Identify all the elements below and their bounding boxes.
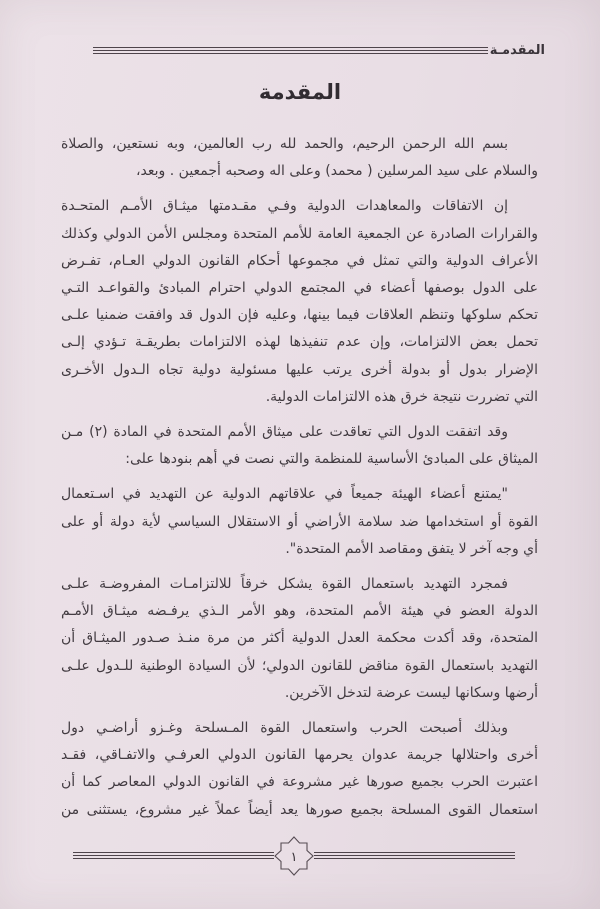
body-text <box>61 131 538 824</box>
text-line: فمجرد التهديد باستعمال القوة يشكل خرقاً للالتزامـات المفروضـة علـى <box>61 576 508 593</box>
page-number: ١ <box>290 850 298 865</box>
paragraph-charter <box>61 419 538 473</box>
text-line: على الدول بوصفها أعضاء في المجتمع الدولي احترام المبادئ والقواعـد التـي <box>61 280 538 297</box>
text-line: وقد اتفقت الدول التي تعاقدت على ميثاق الأمم المتحدة في المادة (٢) مـن <box>61 424 508 441</box>
text-line: تحكم سلوكها وتنظم العلاقات فيما بينها، وعليه فإن الدول قد وافقت ضمنيا علـى <box>61 307 538 324</box>
octagram-star-icon <box>272 832 316 880</box>
page-title: المقدمة <box>258 80 342 104</box>
text-line: التهديد باستعمال القوة مناقض للقانون الدولي؛ لأن السيادة الوطنية للـدول علـى <box>61 657 538 674</box>
paragraph-threat <box>61 571 538 707</box>
paragraph-war-illegal <box>61 715 538 824</box>
text-line: أرضها وسكانها ليست عرضة لتدخل الآخرين. <box>284 684 538 701</box>
text-line: "يمتنع أعضاء الهيئة جميعاً في علاقاتهم الدولية عن التهديد في اسـتعمال <box>61 486 508 503</box>
header-rule-line <box>93 47 488 54</box>
paragraph-intro <box>61 193 538 411</box>
page-number-star <box>272 832 316 880</box>
text-line: المتحدة، وقد أكدت محكمة العدل الدولية أكثر من مرة منـذ صـدور الميثـاق أن <box>61 630 538 647</box>
text-line: القوة أو استخدامها ضد سلامة الأراضي أو الاستقلال السياسي لأية دولة أو على <box>61 513 538 530</box>
paragraph-basmala <box>61 131 538 185</box>
text-line: وبذلك أصبحت الحرب واستعمال القوة المـسلحة وغـزو أراضـي دول <box>61 720 508 737</box>
footer <box>73 831 515 879</box>
text-line: التي تضررت نتيجة خرق هذه الالتزامات الدولية. <box>265 388 538 405</box>
text-line: والقرارات الصادرة عن الجمعية العامة للأمم المتحدة ومجلس الأمن الدولي وكذلك <box>61 225 538 242</box>
text-line: الإضرار بدول أو بدولة أخرى يرتب عليها مسئولية دولية تجاه الـدول الأخـرى <box>61 361 538 378</box>
text-line: الميثاق على المبادئ الأساسية للمنظمة والتي نصت في أهم بنودها على: <box>125 451 538 468</box>
text-line: بسم الله الرحمن الرحيم، والحمد لله رب العالمين، وبه نستعين، والصلاة <box>61 136 508 152</box>
text-line: تحمل بعض الالتزامات، وإن عدم تنفيذها لهذه الالتزامات بطريقـة تـؤدي إلـى <box>61 334 538 351</box>
footer-rule-right <box>314 852 515 859</box>
text-line: أخرى واحتلالها جريمة عدوان يحرمها القانون الدولي العرفـي والاتفـاقي، فقـد <box>61 747 538 764</box>
footer-rule-left <box>73 852 274 859</box>
text-line: الأعراف الدولية والتي تمثل في مجموعها أحكام القانون الدولي العـام، تفـرض <box>61 252 538 269</box>
running-header <box>93 44 545 57</box>
text-line: اعتبرت الحرب بجميع صورها غير مشروعة في القانون الدولي المعاصر كما أن <box>61 774 538 791</box>
text-line: أي وجه آخر لا يتفق ومقاصد الأمم المتحدة". <box>285 540 538 557</box>
running-header-label: المقدمـة <box>489 43 545 58</box>
text-line: والسلام على سيد المرسلين ( محمد) وعلى اله وصحبه أجمعين . وبعد، <box>136 163 538 180</box>
text-line: إن الاتفاقات والمعاهدات الدولية وفـي مقـدمتها ميثـاق الأمـم المتحـدة <box>61 198 508 215</box>
text-line: الدولة العضو في هيئة الأمم المتحدة، وهو الأمر الـذي يرفـضه ميثـاق الأمـم <box>61 603 538 620</box>
paragraph-quote <box>61 481 538 563</box>
text-line: استعمال القوى المسلحة بجميع صورها يعد أيضاً عملاً غير مشروع، يستثنى من <box>61 801 538 818</box>
